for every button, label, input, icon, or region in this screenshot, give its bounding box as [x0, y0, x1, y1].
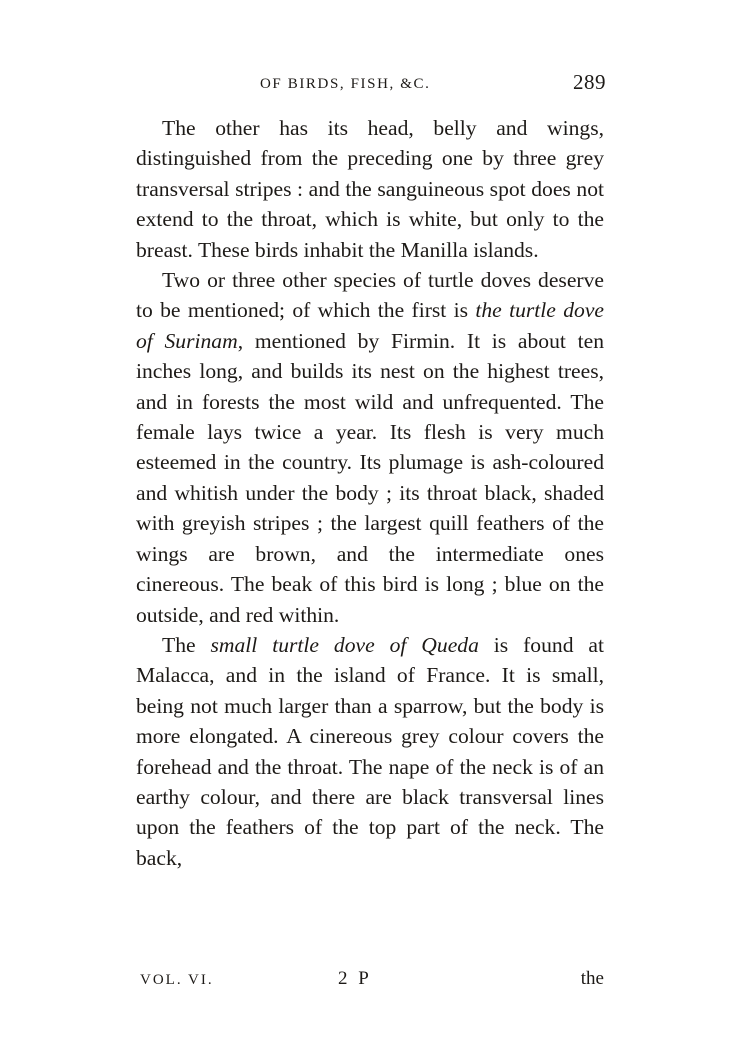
catchword: the — [580, 968, 604, 989]
running-title: OF BIRDS, FISH, &C. — [260, 76, 431, 92]
text-segment: , mentioned by Firmin. It is about ten inches long, and builds its nest on the highest trees, and in forests the most wild and unfrequented. The female lays twice a year. Its flesh is very much esteemed in the country. Its plumage is ash-coloured and whitish under the body ; its throat black, shaded with greyish stripes ; the largest quill feathers of the wings are brown, and the intermediate ones cinereous. The beak of this bird is long ; blue on the outside, and red within. — [136, 328, 604, 627]
text-segment: is found at Malacca, and in the island of France. It is small, being not much larger than a sparrow, but the body is more elongated. A cinereous grey colour covers the forehead and the throat. The nape of the neck is of an earthy colour, and there are black transversal lines upon the feathers of the top part of the neck. The back, — [136, 632, 604, 870]
text-segment: The — [162, 632, 211, 657]
paragraph-2 — [136, 265, 604, 630]
species-name-italic: the turtle dove of Surinam — [136, 298, 604, 353]
text-segment: Two or three other species of turtle doves deserve to be mentioned; of which the first is — [136, 268, 604, 323]
sheet-mark: 2 P — [338, 968, 372, 989]
page-number: 289 — [573, 70, 606, 94]
paragraph-3 — [136, 630, 604, 873]
body-text — [136, 113, 604, 873]
species-name-italic: small turtle dove of Queda — [210, 632, 479, 657]
volume-signature: VOL. VI. — [140, 972, 214, 988]
paragraph-1 — [136, 113, 604, 265]
text-segment: The other has its head, belly and wings, distinguished from the preceding one by three grey transversal stripes : and the sanguineous spot does not extend to the throat, which is white, but only to the breast. These birds inhabit the Manilla islands. — [136, 116, 604, 262]
